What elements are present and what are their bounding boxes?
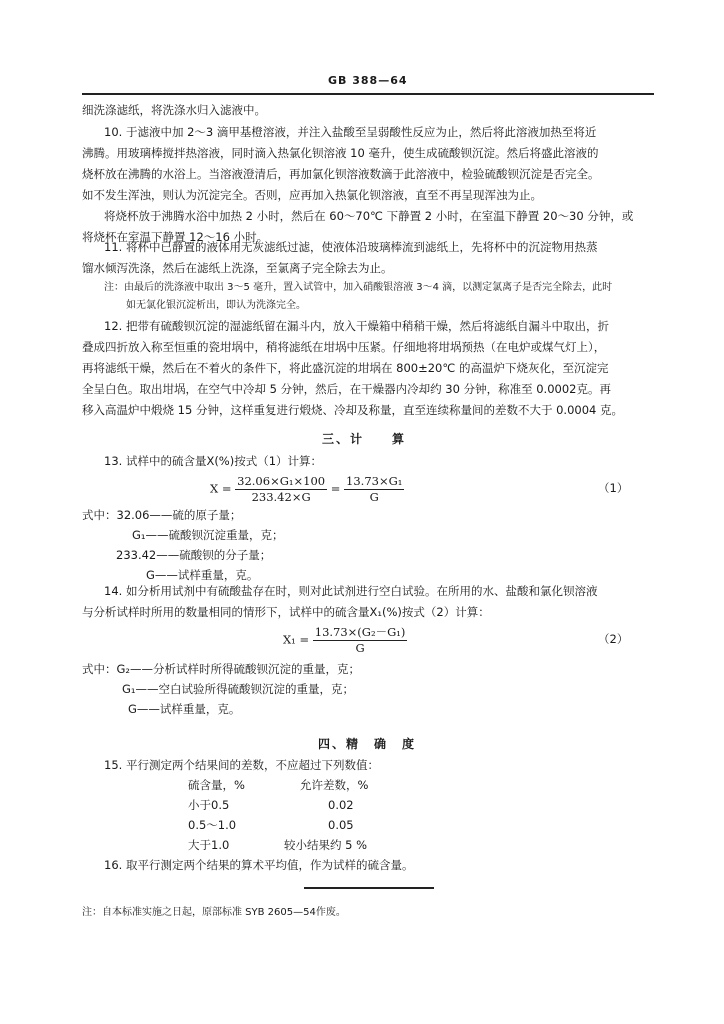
paragraph-11-line: 馏水倾泻洗涤，然后在滤纸上洗涤，至氯离子完全除去为止。 [82,261,393,275]
legend-line: G₁——空白试验所得硫酸钡沉淀的重量，克； [122,682,355,696]
footnote-divider [304,887,434,889]
paragraph-12-line: 再将滤纸干燥，然后在不着火的条件下，将此盛沉淀的坩埚在 800±20℃ 的高温炉下烧灰化，至沉淀完 [82,361,609,375]
header-rule [82,93,654,95]
section-title-calculation: 三、计 算 [322,432,407,446]
paragraph-14-line: 与分析试样时所用的数量相同的情形下，试样中的硫含量X₁(%)按式（2）计算： [82,605,490,619]
equation-2-denominator: G [355,641,365,655]
paragraph-10b-line: 将烧杯在室温下静置 12～16 小时。 [82,230,269,244]
legend-line: 式中：32.06——硫的原子量； [82,508,242,522]
equation-1-numerator: 32.06×G₁×100 [237,474,326,488]
note-11-line: 如无氯化银沉淀析出，即认为洗涤完全。 [126,300,306,311]
paragraph-10-line: 如不发生浑浊，则认为沉淀完全。否则，应再加入热氯化钡溶液，直至不再呈现浑浊为止。 [82,188,542,202]
paragraph-11-line: 11. 将杯中已静置的液体用无灰滤纸过滤，使液体沿玻璃棒流到滤纸上，先将杯中的沉淀物用热蒸 [104,240,598,254]
table-cell: 小于0.5 [188,798,230,812]
equation-1-fraction-simplified [344,474,404,505]
legend-line: 233.42——硫酸钡的分子量； [116,548,272,562]
equation-2-number: （2） [598,632,629,646]
table-cell: 0.05 [328,818,354,832]
table-cell: 较小结果约 5 % [284,838,368,852]
paragraph-12-line: 叠成四折放入称至恒重的瓷坩埚中，稍将滤纸在坩埚中压紧。仔细地将坩埚预热（在电炉或煤气灯上）， [82,340,606,354]
paragraph-10b-line: 将烧杯放于沸腾水浴中加热 2 小时，然后在 60～70℃ 下静置 2 小时，在室温下静置 20～30 分钟，或 [104,209,634,223]
equation-2-fraction [313,625,408,656]
equation-1-lhs: X = [210,481,232,496]
equation-1-number: （1） [598,481,629,495]
footnote: 注：自本标准实施之日起，原部标准 SYB 2605—54作废。 [82,907,346,918]
legend-line: G——试样重量，克。 [146,568,259,582]
table-header-allowed-difference: 允许差数，% [300,778,369,792]
equation-2 [283,625,407,656]
paragraph-12-line: 移入高温炉中煅烧 15 分钟，这样重复进行煅烧、冷却及称量，直至连续称量间的差数不大于 0.0004 克。 [82,403,623,417]
paragraph-15: 15. 平行测定两个结果间的差数，不应超过下列数值： [104,758,379,772]
paragraph-line: 细洗涤滤纸，将洗涤水归入滤液中。 [82,103,266,117]
note-11-line: 注：由最后的洗涤液中取出 3～5 毫升，置入试管中，加入硝酸银溶液 3～4 滴，以测定氯离子是否完全除去，此时 [104,282,613,293]
table-cell: 0.5～1.0 [188,818,237,832]
legend-line: 式中：G₂——分析试样时所得硫酸钡沉淀的重量，克； [82,662,361,676]
paragraph-10-line: 沸腾。用玻璃棒搅拌热溶液，同时滴入热氯化钡溶液 10 毫升，使生成硫酸钡沉淀。然后将盛此溶液的 [82,146,599,160]
paragraph-13: 13. 试样中的硫含量X(%)按式（1）计算： [104,454,323,468]
table-header-sulfur-content: 硫含量，% [188,778,245,792]
paragraph-12-line: 12. 把带有硫酸钡沉淀的湿滤纸留在漏斗内，放入干燥箱中稍稍干燥，然后将滤纸自漏斗中取出，折 [104,319,609,333]
paragraph-10-line: 烧杯放在沸腾的水浴上。当溶液澄清后，再加氯化钡溶液数滴于此溶液中，检验硫酸钡沉淀是否完全。 [82,167,600,181]
standard-code: GB 388—64 [328,74,408,87]
paragraph-16: 16. 取平行测定两个结果的算术平均值，作为试样的硫含量。 [104,858,414,872]
paragraph-12-line: 全呈白色。取出坩埚，在空气中冷却 5 分钟，然后，在干燥器内冷却约 30 分钟，称准至 0.0002克。再 [82,382,611,396]
equation-1-denominator: 233.42×G [251,490,311,504]
equation-1-numerator-simplified: 13.73×G₁ [346,474,403,488]
legend-line: G₁——硫酸钡沉淀重量，克； [132,528,284,542]
paragraph-14-line: 14. 如分析用试剂中有硫酸盐存在时，则对此试剂进行空白试验。在所用的水、盐酸和氯化钡溶液 [104,584,598,598]
equation-1-fraction [235,474,327,505]
equation-1 [210,474,404,505]
equation-2-numerator: 13.73×(G₂－G₁) [314,625,406,639]
equation-2-lhs: X₁ = [283,632,310,647]
legend-line: G——试样重量，克。 [128,702,241,716]
paragraph-10-line: 10. 于滤液中加 2～3 滴甲基橙溶液，并注入盐酸至呈弱酸性反应为止，然后将此溶液加热至将近 [104,125,597,139]
table-cell: 0.02 [328,798,354,812]
equation-1-denominator-simplified: G [369,490,379,504]
equation-1-equals: = [330,481,341,496]
section-title-precision: 四、精 确 度 [318,737,417,751]
table-cell: 大于1.0 [188,838,230,852]
